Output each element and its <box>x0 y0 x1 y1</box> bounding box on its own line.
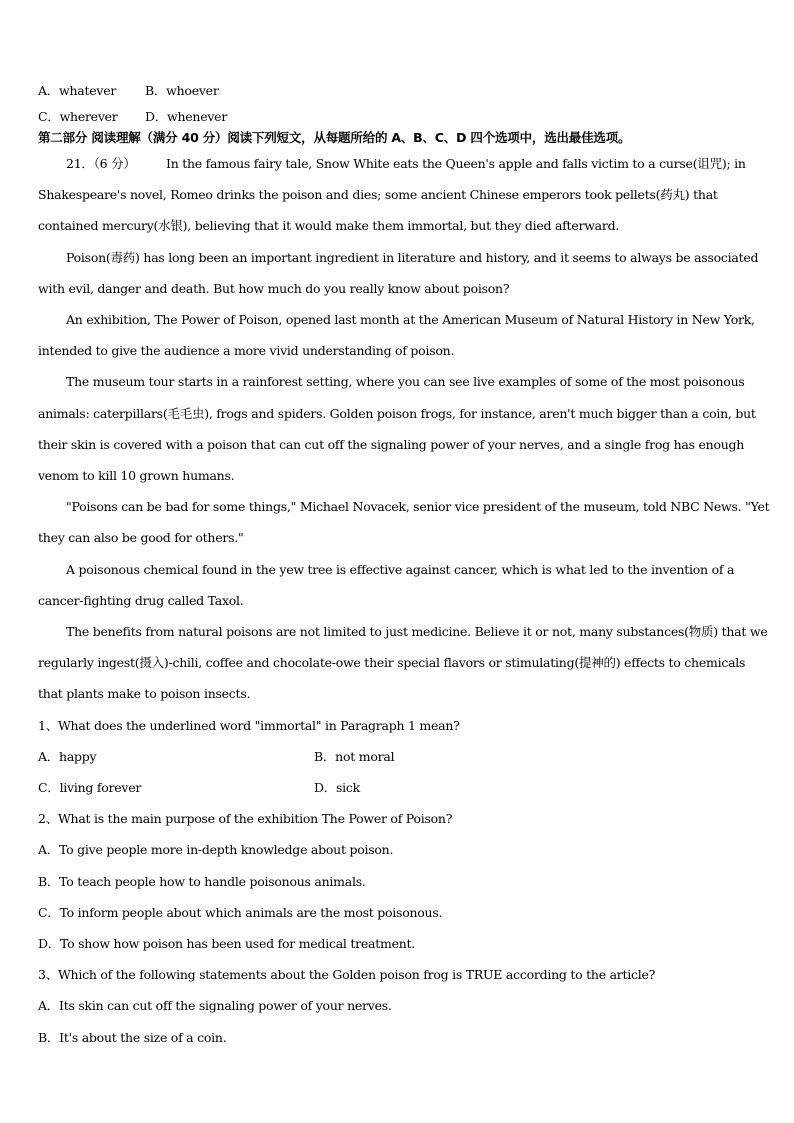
question-number: 21．（6 分） <box>66 156 136 171</box>
question-option: D．To show how poison has been used for medical treatment. <box>38 936 416 951</box>
passage-line: "Poisons can be bad for some things," Michael Novacek, senior vice president of the museum, told NBC News. "Yet <box>66 499 770 514</box>
question-stem: 2、What is the main purpose of the exhibition The Power of Poison? <box>38 811 453 826</box>
option-b: B．whoever <box>145 83 219 98</box>
passage-line: intended to give the audience a more vivid understanding of poison. <box>38 343 455 358</box>
question-option: A．To give people more in-depth knowledge about poison. <box>38 842 394 857</box>
passage-line: that plants make to poison insects. <box>38 686 251 701</box>
passage-text: In the famous fairy tale, Snow White eats the Queen's apple and falls victim to a curse(诅咒); in <box>166 156 746 171</box>
question-stem: 1、What does the underlined word "immortal" in Paragraph 1 mean? <box>38 718 460 733</box>
question-option: A．happy <box>38 749 97 764</box>
passage-line: cancer-fighting drug called Taxol. <box>38 593 244 608</box>
option-a: A．whatever <box>38 83 117 98</box>
option-c: C．wherever <box>38 109 118 124</box>
passage-line: regularly ingest(摄入)-chili, coffee and chocolate-owe their special flavors or stimulating(提神的) effects to chemicals <box>38 655 746 670</box>
passage-line: An exhibition, The Power of Poison, opened last month at the American Museum of Natural History in New York, <box>66 312 755 327</box>
passage-line: with evil, danger and death. But how much do you really know about poison? <box>38 281 510 296</box>
passage-line: A poisonous chemical found in the yew tree is effective against cancer, which is what led to the invention of a <box>66 562 735 577</box>
passage-line <box>66 155 746 173</box>
passage-line: Poison(毒药) has long been an important ingredient in literature and history, and it seems to always be associated <box>66 250 759 265</box>
question-option: B．not moral <box>314 749 395 764</box>
question-option: C．To inform people about which animals are the most poisonous. <box>38 905 443 920</box>
question-option: C．living forever <box>38 780 142 795</box>
question-option: B．To teach people how to handle poisonous animals. <box>38 874 366 889</box>
option-d: D．whenever <box>145 109 228 124</box>
question-stem: 3、Which of the following statements about the Golden poison frog is TRUE according to the article? <box>38 967 656 982</box>
passage-line: contained mercury(水银), believing that it would make them immortal, but they died afterward. <box>38 218 620 233</box>
passage-line: they can also be good for others." <box>38 530 244 545</box>
prev-options-row-2 <box>38 108 227 126</box>
passage-line: The benefits from natural poisons are not limited to just medicine. Believe it or not, many substances(物质) that we <box>66 624 768 639</box>
passage-line: The museum tour starts in a rainforest setting, where you can see live examples of some of the most poisonous <box>66 374 745 389</box>
passage-line: their skin is covered with a poison that can cut off the signaling power of your nerves, and a single frog has enough <box>38 437 745 452</box>
passage-line: venom to kill 10 grown humans. <box>38 468 235 483</box>
prev-options-row-1 <box>38 82 219 100</box>
passage-line: Shakespeare's novel, Romeo drinks the poison and dies; some ancient Chinese emperors took pellets(药丸) that <box>38 187 718 202</box>
passage-line: animals: caterpillars(毛毛虫), frogs and spiders. Golden poison frogs, for instance, aren't much bigger than a coin, but <box>38 406 756 421</box>
question-option: A．Its skin can cut off the signaling power of your nerves. <box>38 998 392 1013</box>
question-option: D．sick <box>314 780 361 795</box>
question-option: B．It's about the size of a coin. <box>38 1030 227 1045</box>
section-heading: 第二部分 阅读理解（满分 40 分）阅读下列短文，从每题所给的 A、B、C、D 四个选项中，选出最佳选项。 <box>38 130 631 145</box>
